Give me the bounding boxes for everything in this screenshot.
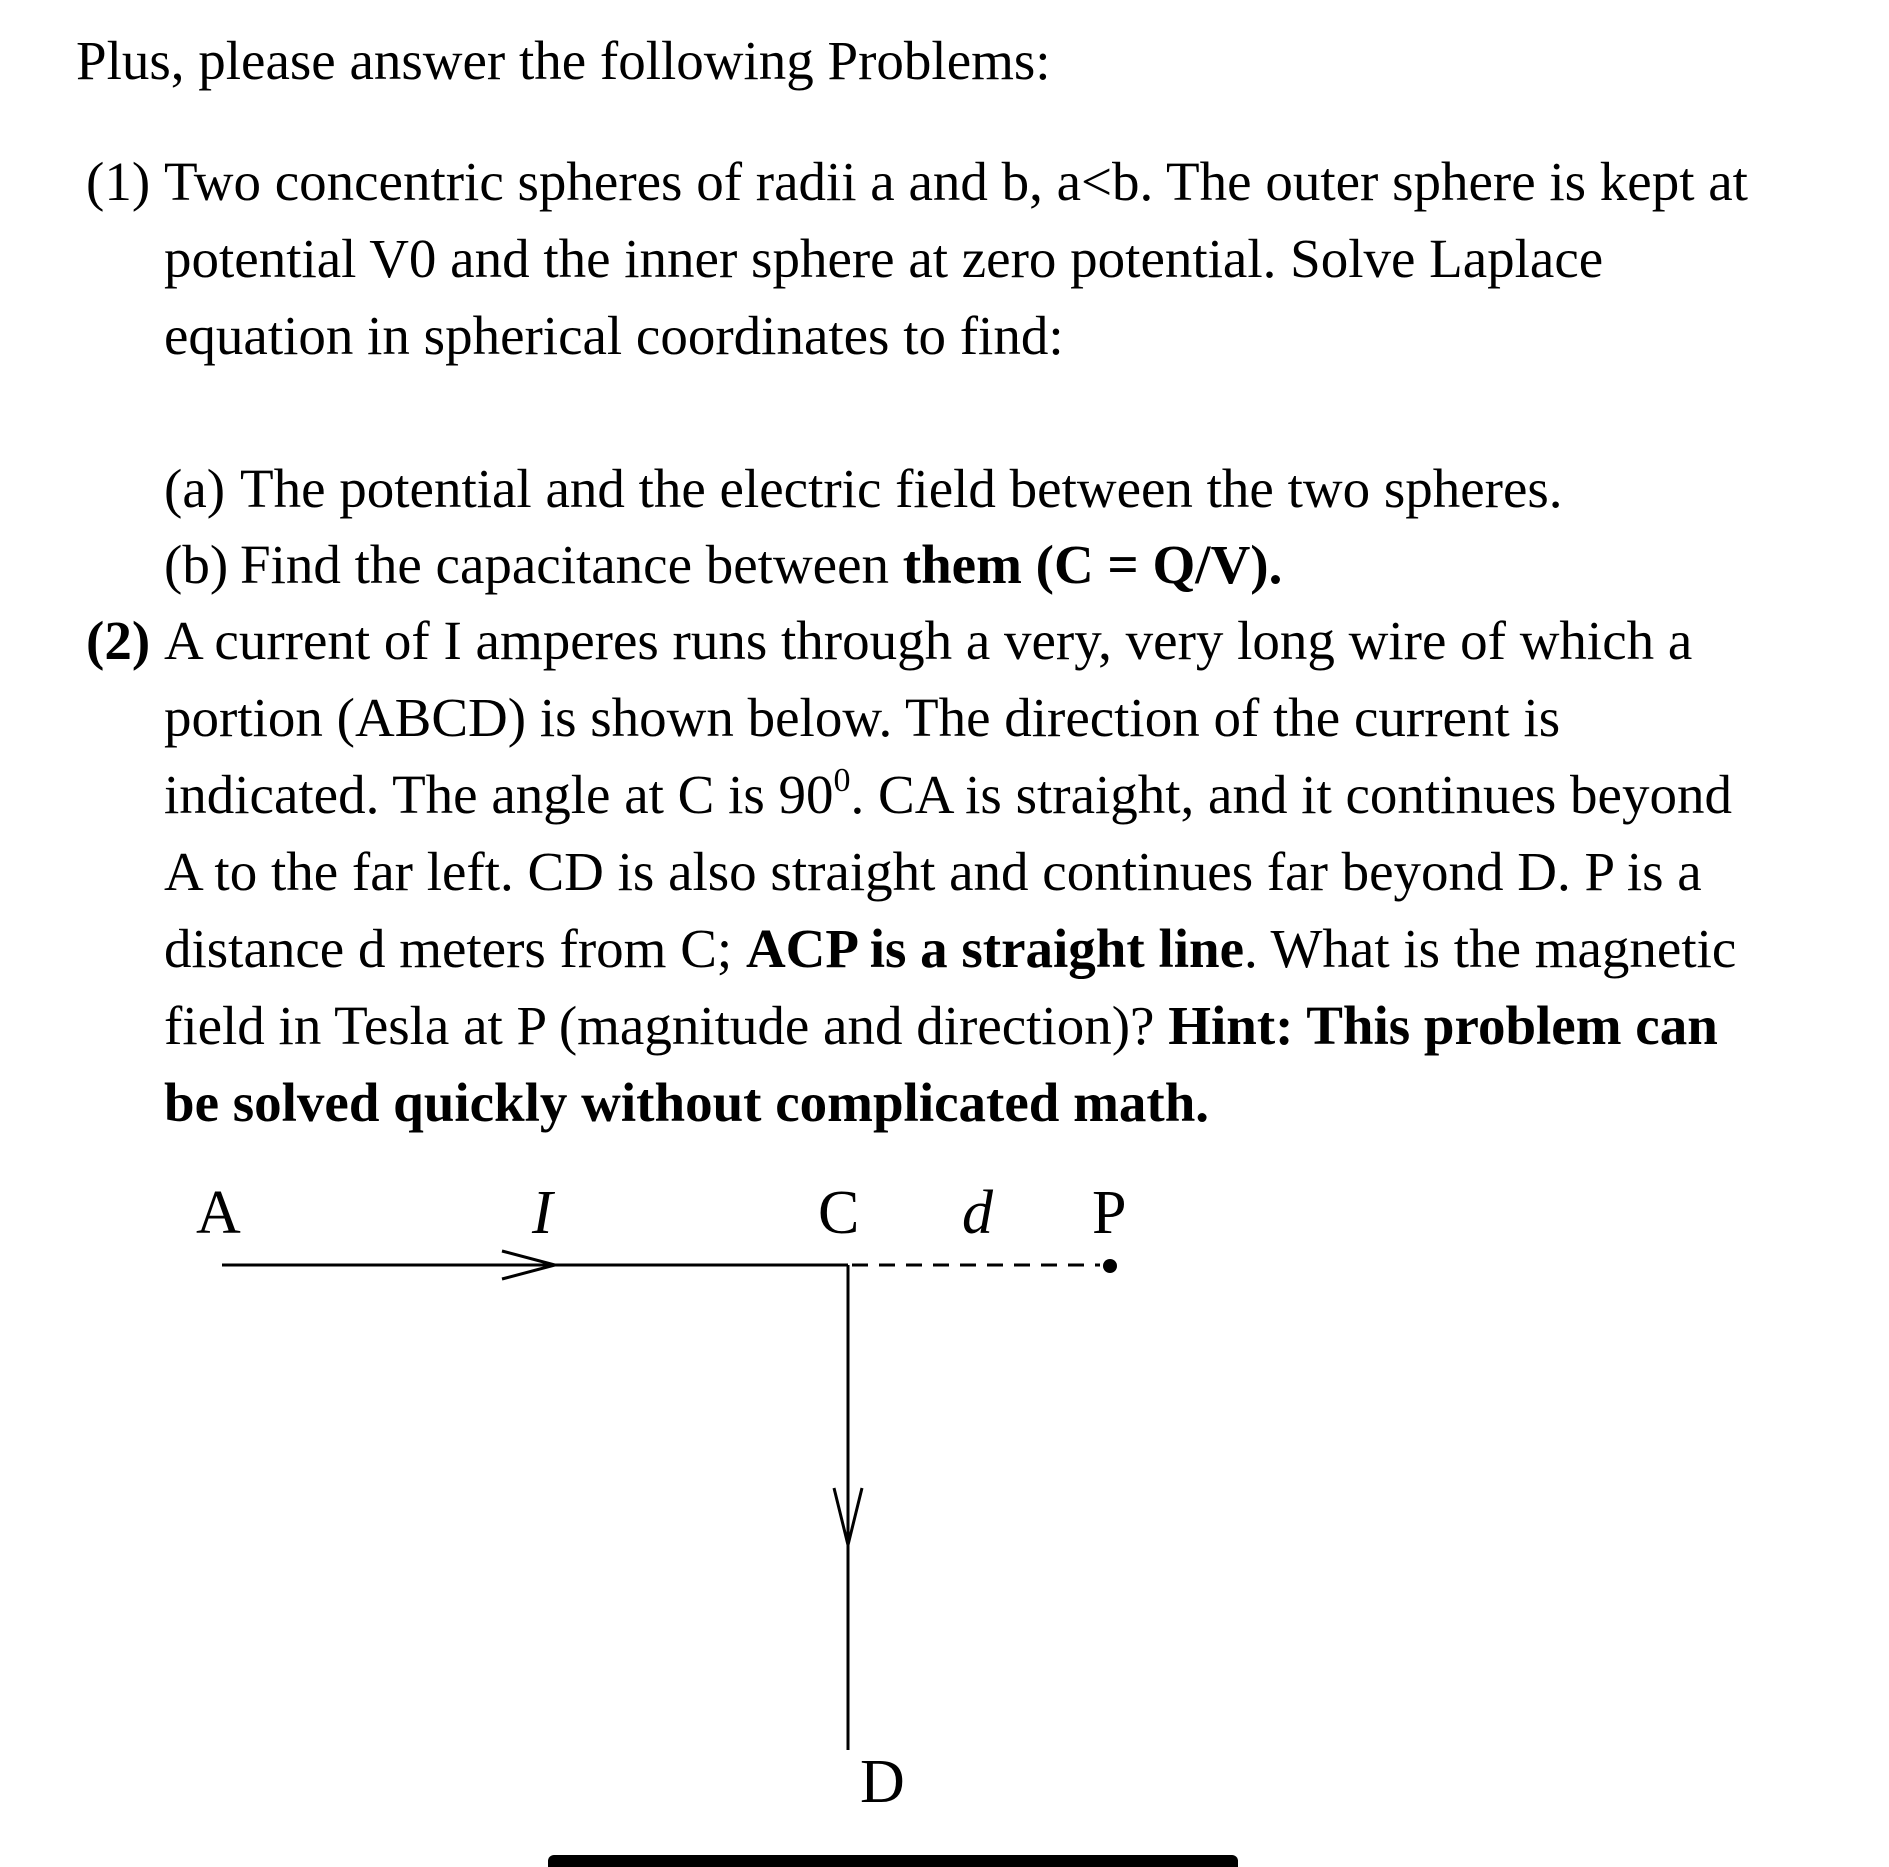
current-arrow-right	[502, 1251, 555, 1279]
label-current-i: I	[532, 1179, 553, 1247]
line-5-part-a: distance d meters from C;	[164, 918, 746, 979]
label-a: A	[196, 1179, 241, 1247]
home-indicator-bar[interactable]	[548, 1855, 1238, 1867]
problem-2-line-6	[164, 987, 1866, 1064]
problem-1	[86, 143, 1866, 374]
line-3-part-b: . CA is straight, and it continues beyond	[850, 764, 1732, 825]
current-arrow-down	[834, 1488, 862, 1545]
line-3-part-a: indicated. The angle at C is 90	[164, 764, 834, 825]
problem-1-line-2: potential V0 and the inner sphere at zero potential. Solve Laplace	[164, 228, 1604, 289]
problem-2-line-2: portion (ABCD) is shown below. The direction of the current is	[164, 687, 1561, 748]
problem-2	[86, 602, 1866, 1141]
label-d-point: D	[860, 1748, 905, 1816]
problem-2-line-7	[164, 1064, 1866, 1141]
problem-1-line-3: equation in spherical coordinates to find:	[164, 305, 1064, 366]
problem-2-line-4: A to the far left. CD is also straight and continues far beyond D. P is a	[164, 841, 1702, 902]
label-p: P	[1092, 1179, 1127, 1247]
problem-2-number	[86, 602, 150, 679]
part-a-label: (a)	[164, 458, 226, 519]
problem-2-number-bold: (2)	[86, 610, 151, 671]
problem-2-line-3	[164, 756, 1866, 833]
problem-2-line-5	[164, 910, 1866, 987]
part-b-label: (b)	[164, 534, 229, 595]
line-5-bold: ACP is a straight line	[745, 918, 1244, 979]
line-6-part-a: field in Tesla at P (magnitude and direction)?	[164, 995, 1169, 1056]
problem-1-part-a	[164, 450, 1563, 527]
line-5-part-b: . What is the magnetic	[1244, 918, 1737, 979]
part-b-text: Find the capacitance between	[240, 534, 903, 595]
problem-1-line-1: Two concentric spheres of radii a and b, a<b. The outer sphere is kept at	[164, 151, 1748, 212]
problem-1-part-b	[164, 526, 1282, 603]
label-c: C	[818, 1179, 860, 1247]
part-a-text: The potential and the electric field between the two spheres.	[240, 458, 1563, 519]
intro-heading: Plus, please answer the following Problems:	[76, 30, 1051, 91]
label-distance-d: d	[962, 1179, 993, 1247]
problem-1-number: (1)	[86, 151, 151, 212]
point-p-dot	[1103, 1259, 1117, 1273]
line-7-bold: be solved quickly without complicated math.	[164, 1072, 1210, 1133]
problem-1-text	[164, 143, 1866, 374]
part-b-bold-text: them (C = Q/V).	[902, 534, 1283, 595]
problem-2-line-1: A current of I amperes runs through a very, very long wire of which a	[164, 610, 1693, 671]
degree-superscript: 0	[833, 762, 851, 799]
problem-2-text	[164, 602, 1866, 1141]
line-6-bold: Hint: This problem can	[1168, 995, 1718, 1056]
